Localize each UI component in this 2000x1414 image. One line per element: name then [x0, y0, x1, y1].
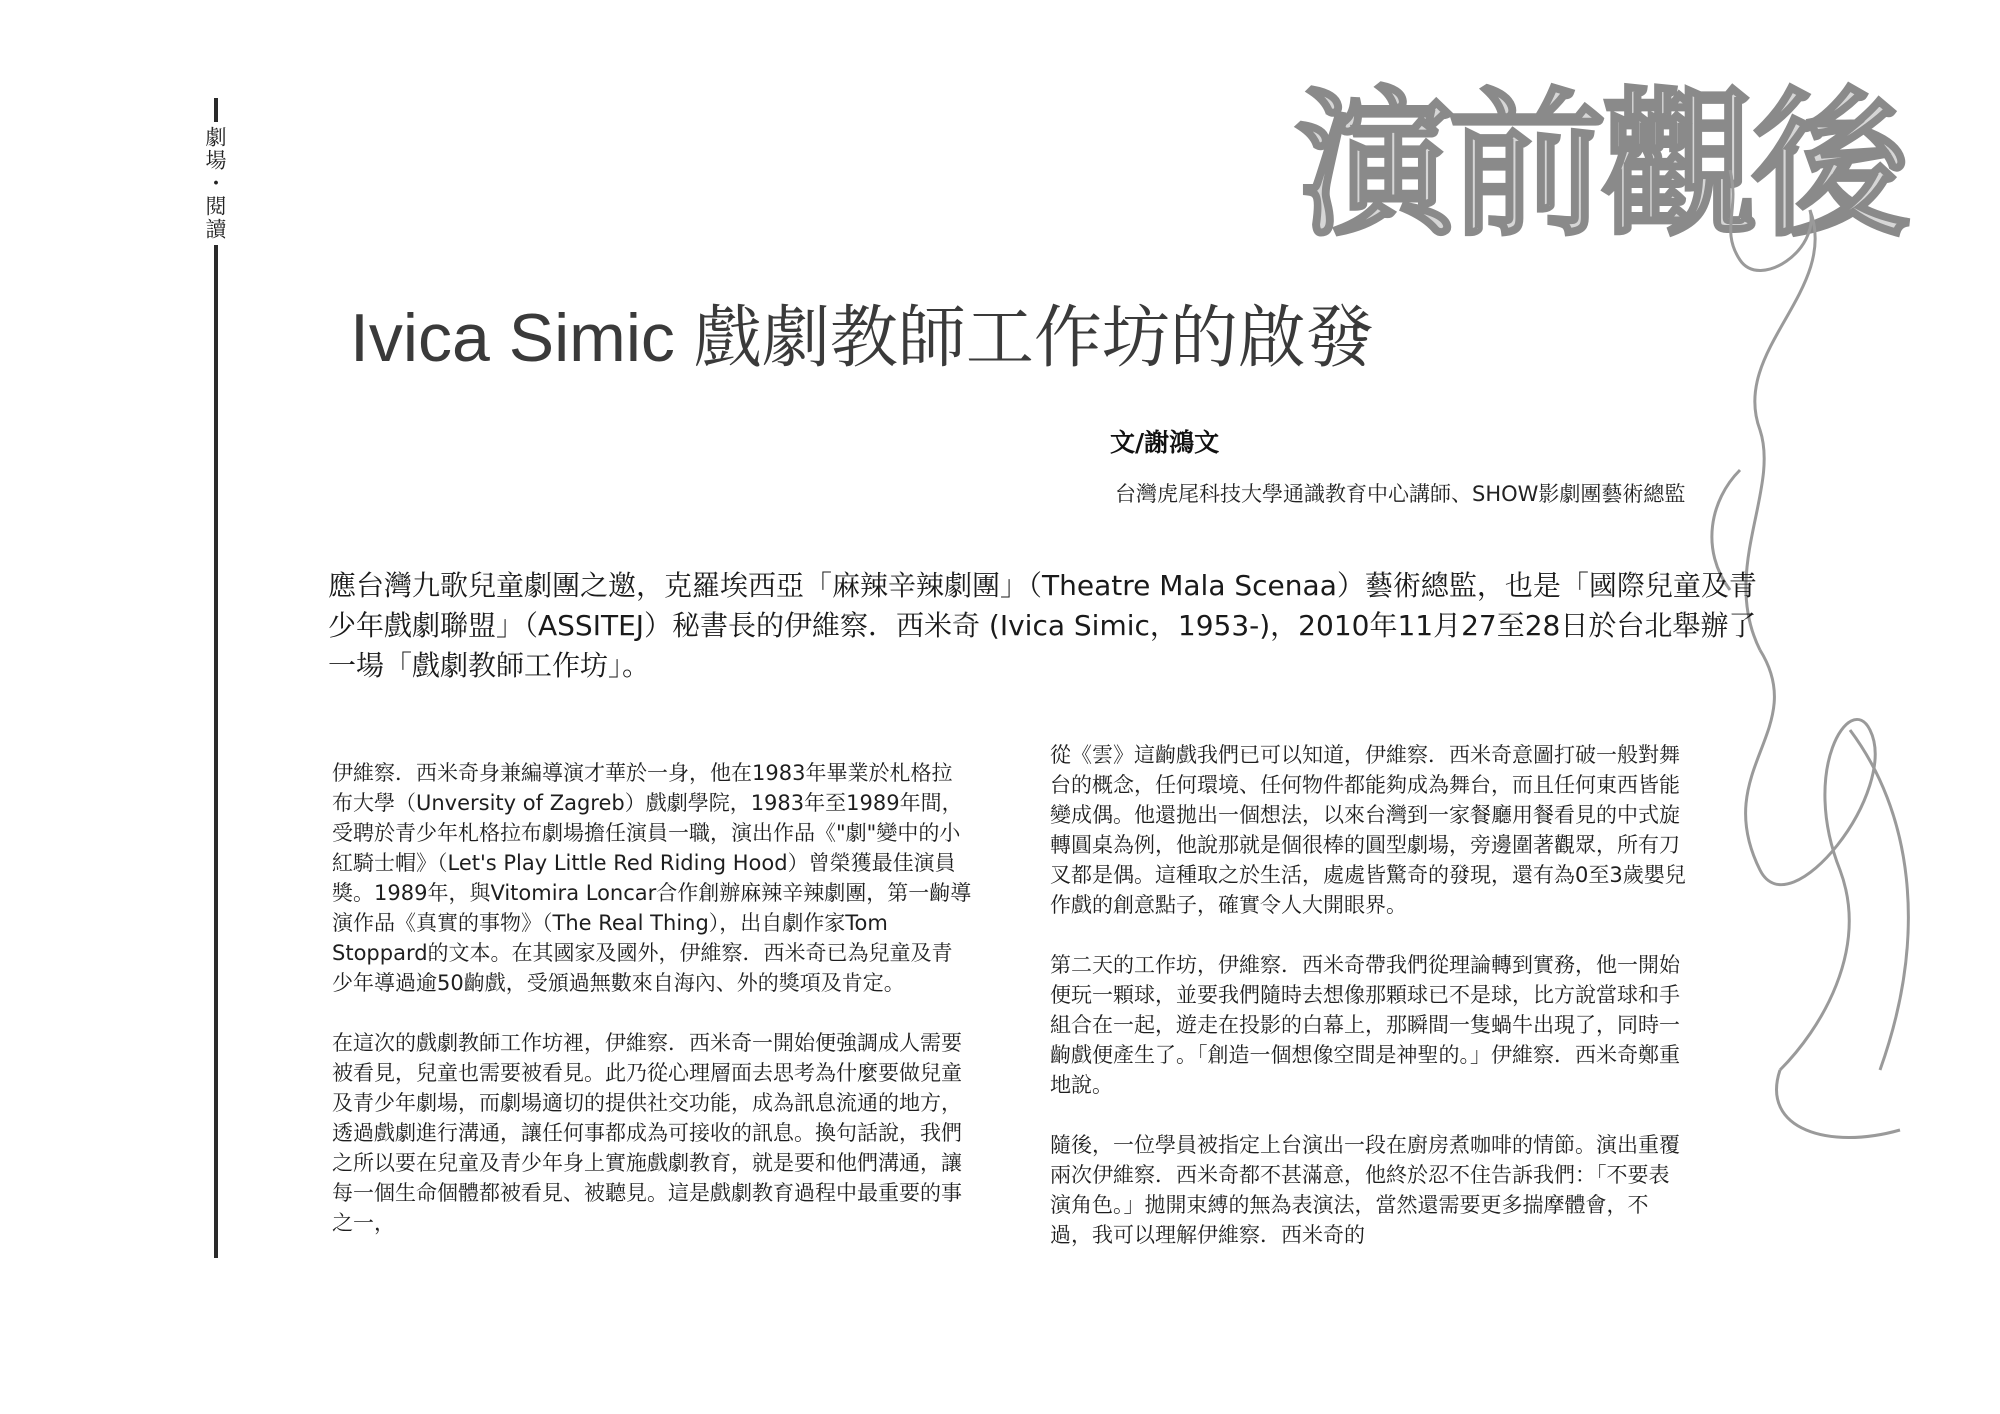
body-paragraph: 第二天的工作坊，伊維察．西米奇帶我們從理論轉到實務，他一開始便玩一顆球，並要我們隨時去想像那顆球已不是球，比方說當球和手組合在一起，遊走在投影的白幕上，那瞬間一隻蝸牛出現了，同時一齣戲便產生了。「創造一個想像空間是神聖的。」伊維察．西米奇鄭重地說。 — [1050, 953, 1680, 1097]
decorative-vine-ornament — [1700, 170, 1960, 1270]
lead-paragraph: 應台灣九歌兒童劇團之邀，克羅埃西亞「麻辣辛辣劇團」（Theatre Mala Scenaa）藝術總監，也是「國際兒童及青少年戲劇聯盟」（ASSITEJ）秘書長的伊維察．西米奇 (Ivica Simic，1953-)，2010年11月27至28日於台北舉辦了一場「戲劇教師工作坊」。 — [328, 569, 1757, 682]
byline: 文/謝鴻文 — [1110, 428, 1220, 457]
body-paragraph: 從《雲》這齣戲我們已可以知道，伊維察．西米奇意圖打破一般對舞台的概念，任何環境、任何物件都能夠成為舞台，而且任何東西皆能變成偶。他還拋出一個想法，以來台灣到一家餐廳用餐看見的中式旋轉圓桌為例，他說那就是個很棒的圓型劇場，旁邊圍著觀眾，所有刀叉都是偶。這種取之於生活，處處皆驚奇的發現，還有為0至3歲嬰兒作戲的創意點子，確實令人大開眼界。 — [1050, 743, 1686, 917]
right-column — [1050, 740, 1690, 1258]
left-column — [332, 758, 972, 1258]
body-paragraph: 伊維察．西米奇身兼編導演才華於一身，他在1983年畢業於札格拉布大學（Unversity of Zagreb）戲劇學院，1983年至1989年間，受聘於青少年札格拉布劇場擔任演員一職，演出作品《"劇"變中的小紅騎士帽》（Let's Play Little Red Riding Hood）曾榮獲最佳演員獎。1989年，與Vitomira Loncar合作創辦麻辣辛辣劇團，第一齣導演作品《真實的事物》（The Real Thing），出自劇作家Tom Stoppard的文本。在其國家及國外，伊維察．西米奇已為兒童及青少年導過逾50齣戲，受頒過無數來自海內、外的獎項及肯定。 — [332, 761, 972, 995]
author-affiliation: 台灣虎尾科技大學通識教育中心講師、SHOW影劇團藝術總監 — [1115, 482, 1686, 506]
article-title: Ivica Simic 戲劇教師工作坊的啟發 — [350, 300, 1374, 376]
body-paragraph: 在這次的戲劇教師工作坊裡，伊維察．西米奇一開始便強調成人需要被看見，兒童也需要被看見。此乃從心理層面去思考為什麼要做兒童及青少年劇場，而劇場適切的提供社交功能，成為訊息流通的地方，透過戲劇進行溝通，讓任何事都成為可接收的訊息。換句話說，我們之所以要在兒童及青少年身上實施戲劇教育，就是要和他們溝通，讓每一個生命個體都被看見、被聽見。這是戲劇教育過程中最重要的事之一， — [332, 1031, 962, 1235]
left-vertical-rule — [214, 98, 218, 1258]
section-label: 劇場・閱讀 — [200, 122, 230, 245]
header-calligraphy: 演前觀後 — [1296, 73, 1904, 258]
body-paragraph: 隨後，一位學員被指定上台演出一段在廚房煮咖啡的情節。演出重覆兩次伊維察．西米奇都不甚滿意，他終於忍不住告訴我們：「不要表演角色。」拋開束縛的無為表演法，當然還需要更多揣摩體會，不過，我可以理解伊維察．西米奇的 — [1050, 1133, 1680, 1247]
